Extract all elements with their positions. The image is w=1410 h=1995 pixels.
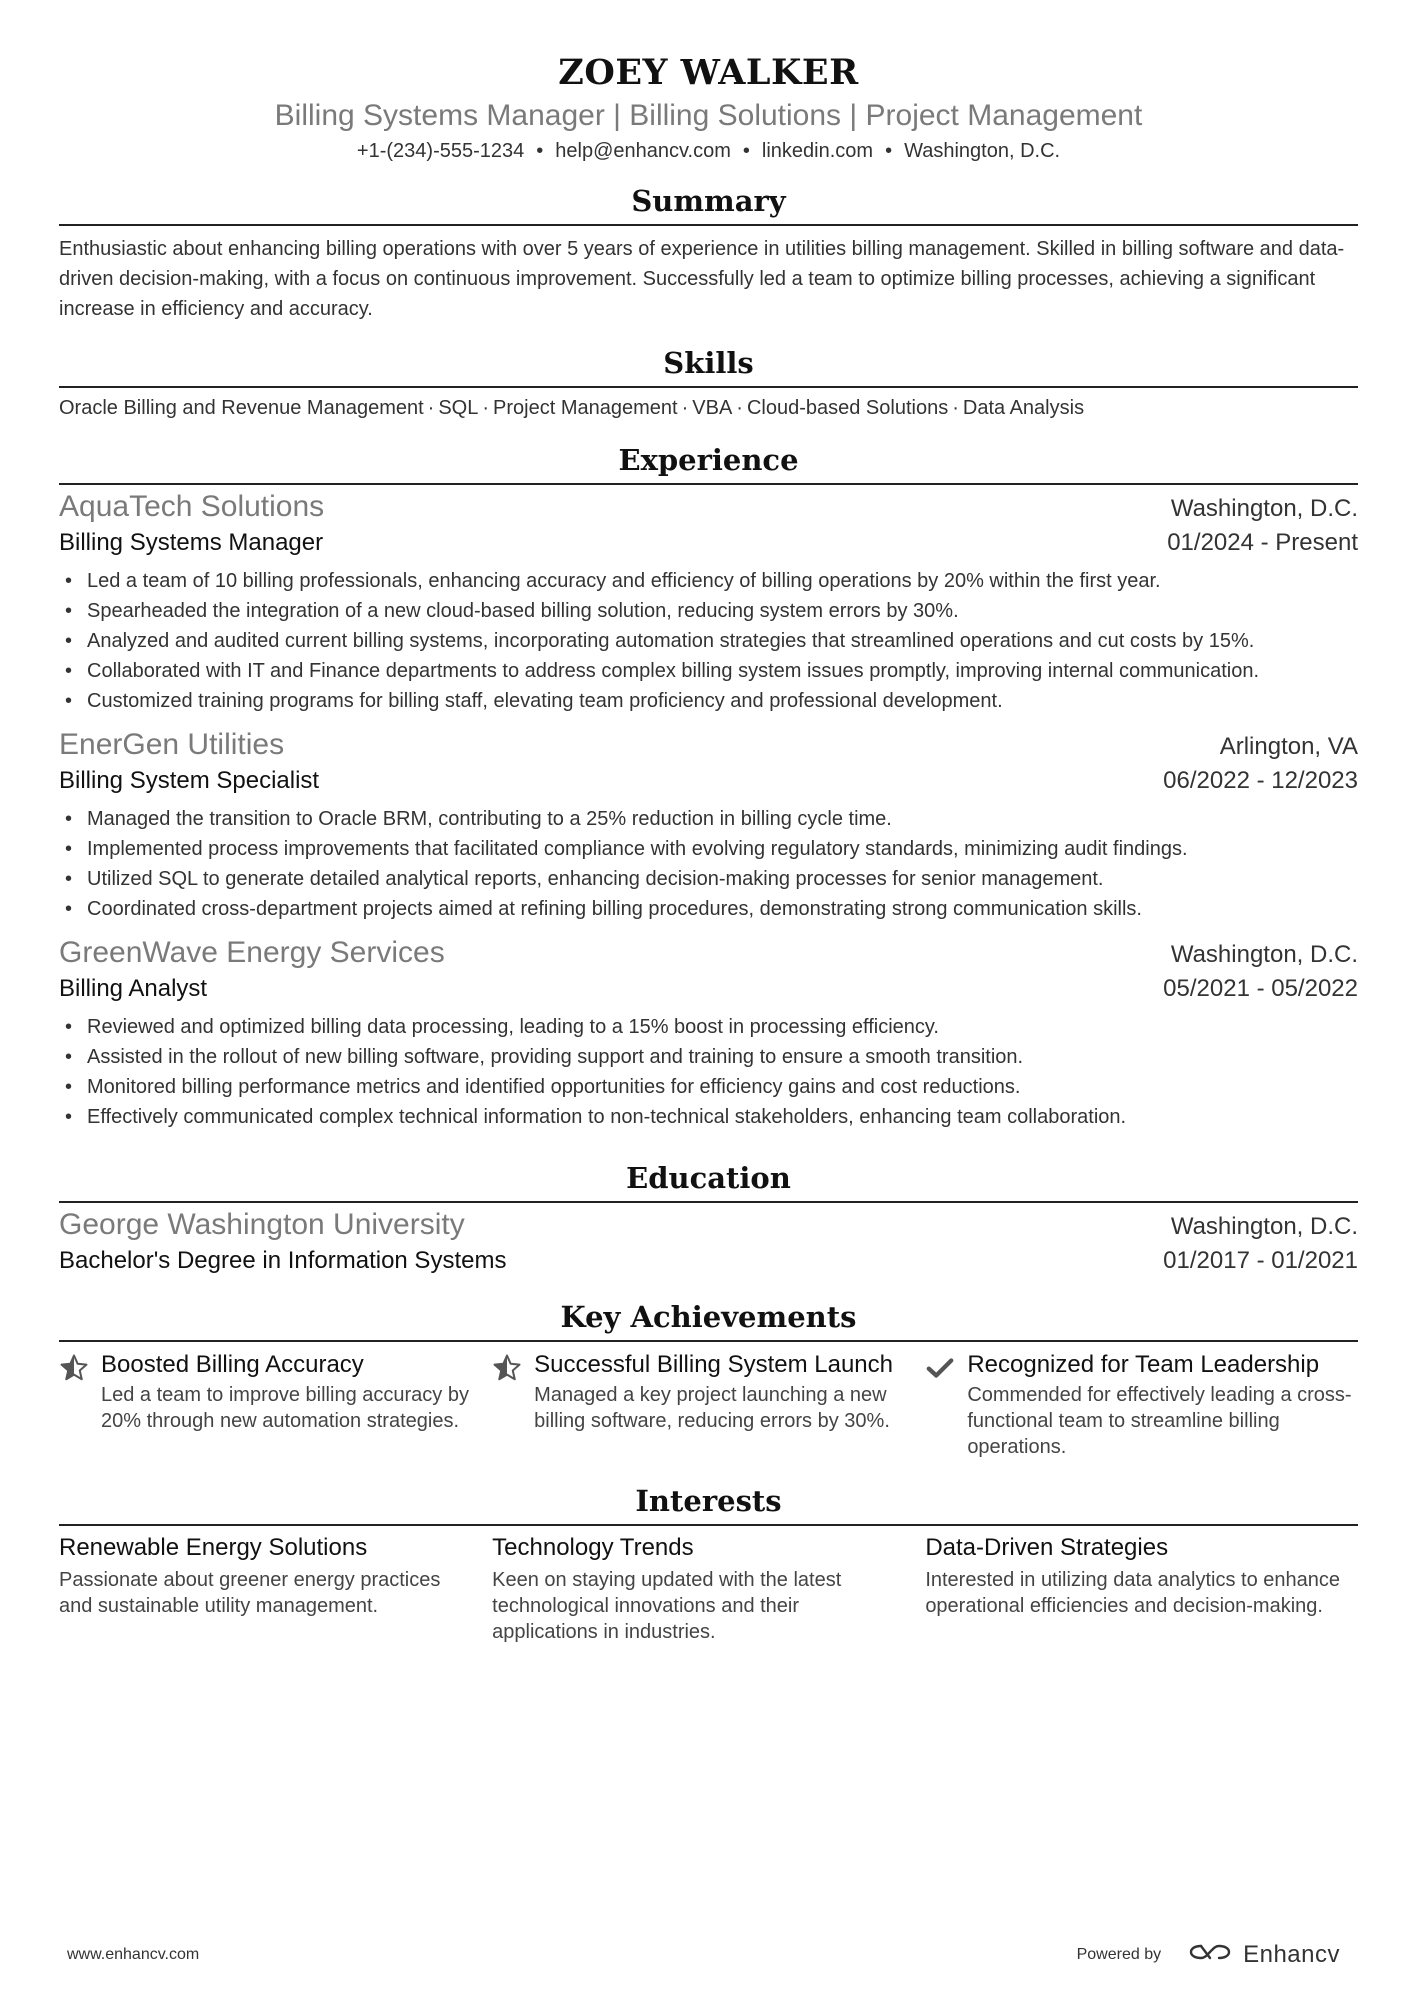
- contact-line: [59, 137, 1358, 165]
- achievement-item: [492, 1350, 925, 1460]
- achievement-item: [59, 1350, 492, 1460]
- achievement-description: Commended for effectively leading a cross-functional team to streamline billing operations.: [967, 1384, 1352, 1458]
- interests-grid: [59, 1531, 1358, 1645]
- job-bullet: • Implemented process improvements that facilitated compliance with evolving regulatory standards, minimizing audit findings.: [59, 834, 1358, 864]
- job-bullets: [59, 566, 1358, 716]
- enhancv-brand-name: Enhancv: [1243, 1940, 1340, 1968]
- interest-item: [59, 1531, 492, 1645]
- job-dates: 06/2022 - 12/2023: [1163, 767, 1358, 794]
- skill-separator: ·: [681, 397, 689, 419]
- job-title: Billing System Specialist: [59, 767, 320, 794]
- job-bullet: • Collaborated with IT and Finance departments to address complex billing system issues promptly, improving internal communication.: [59, 656, 1358, 686]
- degree-title: Bachelor's Degree in Information Systems: [59, 1247, 507, 1274]
- interest-description: Passionate about greener energy practices and sustainable utility management.: [59, 1569, 441, 1617]
- school-location: Washington, D.C.: [1170, 1213, 1358, 1240]
- achievement-title: Successful Billing System Launch: [534, 1351, 893, 1378]
- achievements-grid: [59, 1350, 1358, 1460]
- job-location: Washington, D.C.: [1170, 941, 1358, 968]
- skill-item: Data Analysis: [962, 397, 1085, 419]
- job-dates: 01/2024 - Present: [1167, 529, 1358, 556]
- skill-item: SQL: [438, 397, 479, 419]
- job-bullets: [59, 804, 1358, 924]
- company-name: EnerGen Utilities: [59, 728, 285, 761]
- job-bullets: [59, 1012, 1358, 1132]
- job-entry: [59, 488, 1358, 716]
- interests-section: [59, 1482, 1358, 1645]
- skill-item: VBA: [692, 397, 733, 419]
- star-half-icon: [59, 1350, 101, 1460]
- skill-item: Project Management: [493, 397, 678, 419]
- achievement-item: [925, 1350, 1358, 1460]
- job-location: Washington, D.C.: [1170, 495, 1358, 522]
- job-bullet: • Coordinated cross-department projects aimed at refining billing procedures, demonstrating strong communication skills.: [59, 894, 1358, 924]
- job-bullet: • Managed the transition to Oracle BRM, contributing to a 25% reduction in billing cycle time.: [59, 804, 1358, 834]
- achievement-title: Recognized for Team Leadership: [967, 1351, 1320, 1378]
- interest-title: Technology Trends: [492, 1534, 694, 1561]
- education-entry: [59, 1206, 1358, 1278]
- section-title-education: Education: [626, 1161, 791, 1195]
- section-title-interests: Interests: [635, 1484, 782, 1518]
- job-bullet: • Utilized SQL to generate detailed analytical reports, enhancing decision-making processes for senior management.: [59, 864, 1358, 894]
- section-title-summary: Summary: [631, 184, 786, 218]
- job-bullet: • Customized training programs for billing staff, elevating team proficiency and professional development.: [59, 686, 1358, 716]
- skill-separator: ·: [482, 397, 490, 419]
- section-divider: [59, 386, 1358, 388]
- achievement-title: Boosted Billing Accuracy: [101, 1351, 364, 1378]
- job-location: Arlington, VA: [1219, 733, 1358, 760]
- job-title: Billing Systems Manager: [59, 529, 324, 556]
- job-bullet: • Monitored billing performance metrics and identified opportunities for efficiency gains and cost reductions.: [59, 1072, 1358, 1102]
- company-name: GreenWave Energy Services: [59, 936, 445, 969]
- interest-title: Renewable Energy Solutions: [59, 1534, 368, 1561]
- education-section: [59, 1159, 1358, 1278]
- section-divider: [59, 483, 1358, 485]
- interest-description: Keen on staying updated with the latest technological innovations and their applications in industries.: [492, 1569, 842, 1643]
- email-link[interactable]: help@enhancv.com: [555, 140, 731, 162]
- skill-separator: ·: [736, 397, 743, 419]
- experience-section: [59, 441, 1358, 1132]
- section-title-achievements: Key Achievements: [560, 1300, 857, 1334]
- education-dates: 01/2017 - 01/2021: [1163, 1247, 1358, 1274]
- section-divider: [59, 1340, 1358, 1342]
- linkedin-link[interactable]: linkedin.com: [761, 140, 874, 162]
- achievement-description: Managed a key project launching a new billing software, reducing errors by 30%.: [534, 1384, 890, 1432]
- section-divider: [59, 224, 1358, 226]
- section-title-experience: Experience: [618, 443, 799, 477]
- job-bullet: • Assisted in the rollout of new billing software, providing support and training to ensure a smooth transition.: [59, 1042, 1358, 1072]
- job-bullet: • Spearheaded the integration of a new cloud-based billing solution, reducing system errors by 30%.: [59, 596, 1358, 626]
- candidate-name: ZOEY WALKER: [558, 52, 859, 93]
- website-link[interactable]: www.enhancv.com: [67, 1946, 200, 1963]
- skill-item: Cloud-based Solutions: [746, 397, 949, 419]
- job-bullet: • Analyzed and audited current billing systems, incorporating automation strategies that streamlined operations and cut costs by 15%.: [59, 626, 1358, 656]
- interest-item: [492, 1531, 925, 1645]
- page-footer: [0, 1936, 1410, 1976]
- separator-dot: •: [885, 140, 893, 162]
- headline-tagline: Billing Systems Manager | Billing Solutions | Project Management: [274, 99, 1143, 132]
- interest-description: Interested in utilizing data analytics to enhance operational efficiencies and decision-making.: [925, 1569, 1341, 1617]
- section-divider: [59, 1524, 1358, 1526]
- job-title: Billing Analyst: [59, 975, 208, 1002]
- interest-item: [925, 1531, 1358, 1645]
- phone-text: +1-(234)-555-1234: [356, 140, 525, 162]
- job-bullet: • Led a team of 10 billing professionals, enhancing accuracy and efficiency of billing operations by 20% within the first year.: [59, 566, 1358, 596]
- checkmark-icon: [925, 1350, 967, 1460]
- location-text: Washington, D.C.: [904, 140, 1061, 162]
- job-bullet: • Effectively communicated complex technical information to non-technical stakeholders, enhancing team collaboration.: [59, 1102, 1358, 1132]
- achievement-description: Led a team to improve billing accuracy by 20% through new automation strategies.: [101, 1384, 469, 1432]
- powered-by-label: Powered by: [1076, 1945, 1162, 1963]
- skill-separator: ·: [952, 397, 959, 419]
- school-name: George Washington University: [59, 1208, 465, 1241]
- section-title-skills: Skills: [663, 346, 754, 380]
- skills-list: [59, 393, 1358, 423]
- separator-dot: •: [742, 140, 750, 162]
- achievements-section: [59, 1298, 1358, 1460]
- enhancv-logo-icon: [1187, 1940, 1233, 1969]
- powered-by-badge[interactable]: [1077, 1940, 1340, 1969]
- separator-dot: •: [536, 140, 544, 162]
- job-bullet: • Reviewed and optimized billing data processing, leading to a 15% boost in processing efficiency.: [59, 1012, 1358, 1042]
- section-divider: [59, 1201, 1358, 1203]
- summary-text: Enthusiastic about enhancing billing operations with over 5 years of experience in utilities billing management. Skilled in billing software and data-driven decision-making, with a focus on continuous improvement. Successfully led a team to optimize billing processes, achieving a significant increase in efficiency and accuracy.: [59, 238, 1345, 320]
- company-name: AquaTech Solutions: [59, 490, 325, 523]
- skills-section: [59, 344, 1358, 423]
- job-entry: [59, 934, 1358, 1132]
- job-entry: [59, 726, 1358, 924]
- job-dates: 05/2021 - 05/2022: [1163, 975, 1358, 1002]
- skill-separator: ·: [427, 397, 435, 419]
- star-half-icon: [492, 1350, 534, 1460]
- summary-section: [59, 182, 1358, 324]
- skill-item: Oracle Billing and Revenue Management: [59, 397, 424, 419]
- interest-title: Data-Driven Strategies: [925, 1534, 1169, 1561]
- resume-page: [59, 0, 1358, 1645]
